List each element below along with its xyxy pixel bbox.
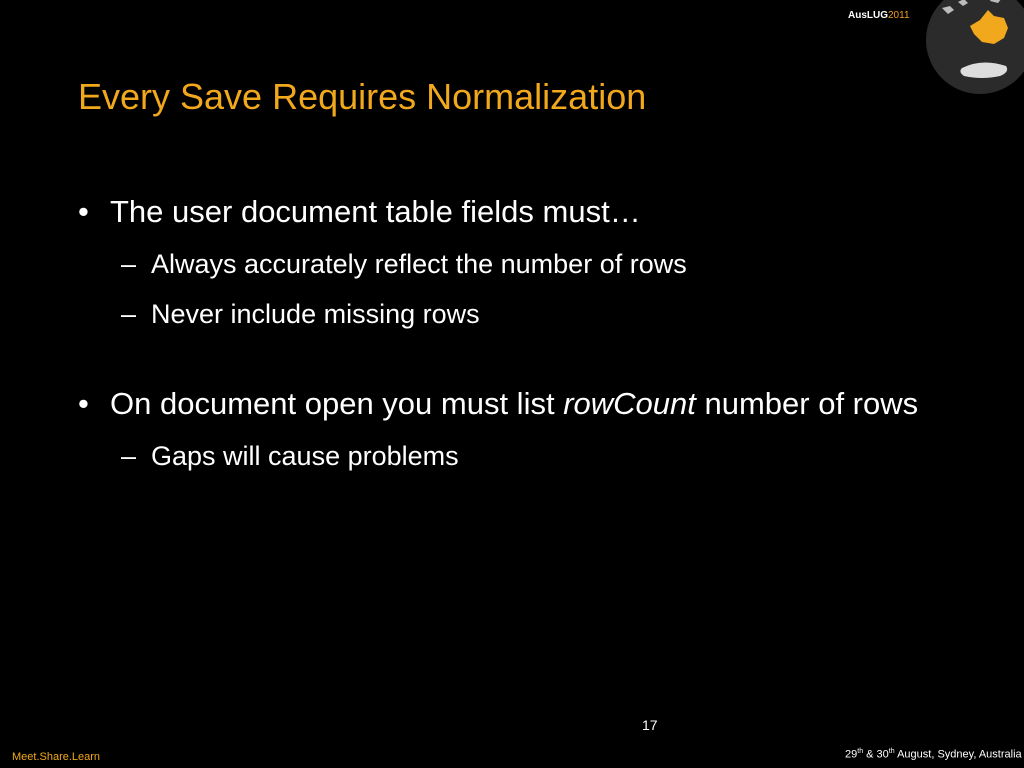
footer-event-date — [845, 748, 1022, 761]
brand-name: AusLUG — [848, 10, 888, 21]
footer-tagline: Meet.Share.Learn — [12, 751, 101, 763]
bullet-item — [78, 384, 948, 424]
bullet-text: The user document table fields must… — [110, 194, 641, 229]
footer-sup1: th — [857, 748, 864, 755]
brand-year: 2011 — [888, 10, 910, 21]
bullet-text — [110, 386, 918, 421]
footer-amp: & — [863, 748, 877, 761]
page-number: 17 — [642, 717, 658, 733]
dash-glyph: – — [121, 299, 137, 329]
dash-glyph: – — [121, 441, 137, 471]
slide-title: Every Save Requires Normalization — [78, 76, 647, 117]
bullet-item — [78, 192, 948, 232]
auslug-logo — [848, 10, 910, 21]
footer-day2: 30 — [876, 748, 889, 761]
globe-australia-icon — [922, 0, 1024, 94]
bullet-glyph: • — [78, 386, 89, 421]
sub-bullet-item — [78, 296, 948, 332]
bullet-text-part: number of rows — [695, 386, 919, 421]
sub-bullet-item — [78, 438, 948, 474]
dash-glyph: – — [121, 249, 137, 279]
sub-bullet-text: Never include missing rows — [151, 299, 480, 329]
sub-bullet-item — [78, 246, 948, 282]
sub-bullet-text: Gaps will cause problems — [151, 441, 459, 471]
footer-sup2: th — [888, 748, 895, 755]
sub-bullet-text: Always accurately reflect the number of rows — [151, 249, 687, 279]
bullet-text-part: On document open you must list — [110, 386, 564, 421]
bullet-text-italic: rowCount — [563, 386, 696, 421]
bullet-glyph: • — [78, 194, 89, 229]
footer-rest: August, Sydney, Australia — [894, 748, 1022, 761]
footer-day1: 29 — [845, 748, 858, 761]
slide-body — [78, 192, 948, 474]
